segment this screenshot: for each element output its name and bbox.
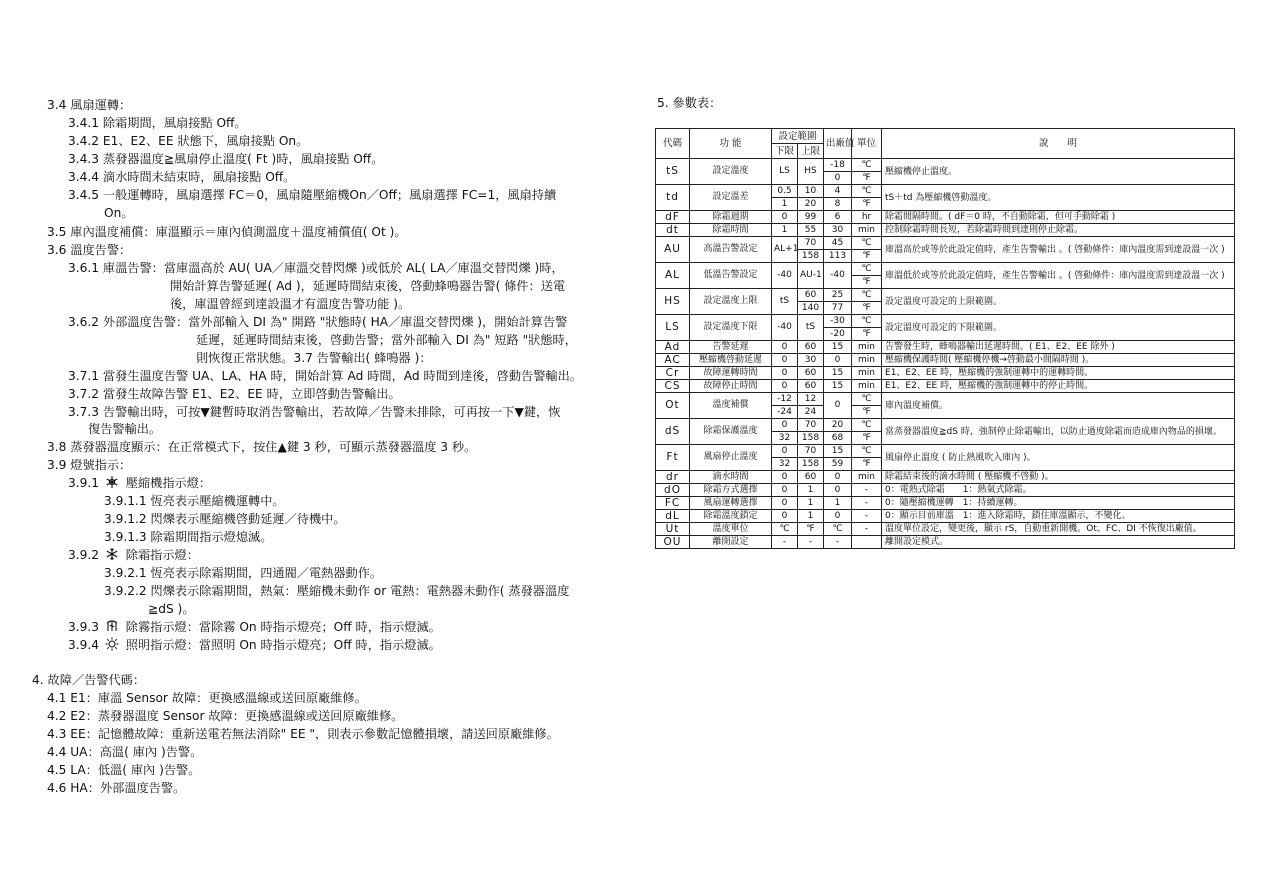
param-factory: 113 (824, 250, 852, 263)
param-unit: hr (852, 211, 882, 224)
section-3-8: 3.8 蒸發器溫度顯示：在正常模式下，按住▲鍵 3 秒，可顯示蒸發器溫度 3 秒。 (47, 440, 477, 454)
param-code: td (656, 185, 690, 211)
section-3-4-heading: 3.4 風扇運轉： (47, 98, 132, 112)
param-low: 32 (772, 432, 798, 445)
demist-indicator-text: 除霧指示燈：當除霧 On 時指示燈亮；Off 時，指示燈滅。 (125, 620, 441, 634)
param-high: 140 (798, 302, 824, 315)
param-code: dr (656, 471, 690, 484)
line-3-6-1-cont2: 後，庫溫曾經到達設溫才有溫度告警功能 )。 (170, 297, 411, 311)
param-factory: - (824, 536, 852, 549)
param-high: tS (798, 315, 824, 341)
param-factory: 77 (824, 302, 852, 315)
param-factory: 20 (824, 419, 852, 432)
param-low: 0 (772, 380, 798, 393)
param-unit: ℃ (852, 237, 882, 250)
param-code: dL (656, 510, 690, 523)
table-row (656, 484, 1235, 497)
param-code: Ad (656, 341, 690, 354)
param-unit: ℉ (852, 250, 882, 263)
param-unit: - (852, 510, 882, 523)
param-low: tS (772, 289, 798, 315)
param-factory: 8 (824, 198, 852, 211)
param-code: dO (656, 484, 690, 497)
param-desc: E1、E2、EE 時，壓縮機的強制運轉中的運轉時間。 (882, 367, 1235, 380)
line-3-9-4-number: 3.9.4 (68, 638, 100, 652)
line-3-9-1-number: 3.9.1 (68, 476, 100, 490)
table-row (656, 367, 1235, 380)
table-row (656, 224, 1235, 237)
header-range: 設定範圍 (772, 129, 824, 144)
param-factory: 0 (824, 510, 852, 523)
line-3-9-4 (68, 637, 441, 653)
param-high: 60 (798, 471, 824, 484)
param-desc: 設定溫度可設定的上限範圍。 (882, 289, 1235, 315)
param-high: 1 (798, 510, 824, 523)
param-function: 除霜時間 (690, 224, 772, 237)
param-unit: ℉ (852, 328, 882, 341)
param-function: 風扇停止溫度 (690, 445, 772, 471)
line-4-5: 4.5 LA：低溫( 庫內 )告警。 (47, 763, 201, 777)
param-high: - (798, 536, 824, 549)
line-3-6-2: 3.6.2 外部溫度告警：當外部輸入 DI 為" 開路 "狀態時( HA／庫溫交替閃爍 )，開始計算告警 (68, 315, 568, 329)
param-function: 溫度單位 (690, 523, 772, 536)
table-row (656, 393, 1235, 406)
param-function: 故障運轉時間 (690, 367, 772, 380)
param-unit: ℃ (852, 315, 882, 328)
param-desc: 設定溫度可設定的下限範圍。 (882, 315, 1235, 341)
line-3-9-1-3: 3.9.1.3 除霜期間指示燈熄滅。 (104, 530, 273, 544)
param-low: 0 (772, 211, 798, 224)
line-3-7-2: 3.7.2 當發生故障告警 E1、E2、EE 時，立即啓動告警輸出。 (68, 387, 401, 401)
param-factory: 0 (824, 172, 852, 185)
param-unit: min (852, 367, 882, 380)
param-unit: ℃ (852, 263, 882, 276)
line-3-9-1-1: 3.9.1.1 恆亮表示壓縮機運轉中。 (104, 494, 285, 508)
param-desc: 除霜結束後的滴水時間 ( 壓縮機不啓動 )。 (882, 471, 1235, 484)
line-3-6-2-cont2: 則恢復正常狀態。3.7 告警輸出( 蜂鳴器 )： (196, 351, 432, 365)
param-code: AC (656, 354, 690, 367)
param-code: HS (656, 289, 690, 315)
param-high: 55 (798, 224, 824, 237)
param-desc: 庫溫低於或等於此設定值時，產生告警輸出 。( 啓動條件：庫內溫度需到達設溫一次 ) (882, 263, 1235, 289)
param-code: LS (656, 315, 690, 341)
param-factory: 45 (824, 237, 852, 250)
param-desc: 壓縮機停止溫度。 (882, 159, 1235, 185)
param-function: 高溫告警設定 (690, 237, 772, 263)
line-3-9-1-2: 3.9.1.2 閃爍表示壓縮機啓動延遲／待機中。 (104, 512, 346, 526)
param-high: 10 (798, 185, 824, 198)
param-factory: 15 (824, 380, 852, 393)
param-low: 0 (772, 419, 798, 432)
table-row (656, 341, 1235, 354)
param-function: 溫度補償 (690, 393, 772, 419)
header-unit: 單位 (852, 129, 882, 159)
param-function: 壓縮機啓動延遲 (690, 354, 772, 367)
line-3-6-1: 3.6.1 庫溫告警：當庫溫高於 AU( UA／庫溫交替閃爍 )或低於 AL( LA／庫溫交替閃爍 )時， (68, 261, 564, 275)
section-3-6-heading: 3.6 溫度告警： (47, 243, 132, 257)
param-high: 20 (798, 198, 824, 211)
param-high: AU-1 (798, 263, 824, 289)
param-function: 除霜週期 (690, 211, 772, 224)
table-row (656, 471, 1235, 484)
param-low: 0 (772, 367, 798, 380)
param-unit: ℃ (852, 185, 882, 198)
table-row (656, 185, 1235, 198)
line-4-2: 4.2 E2：蒸發器溫度 Sensor 故障：更換感溫線或送回原廠維修。 (47, 709, 404, 723)
param-code: dt (656, 224, 690, 237)
defrost-snowflake-icon (105, 547, 119, 561)
param-function: 故障停止時間 (690, 380, 772, 393)
param-factory: 15 (824, 367, 852, 380)
line-3-7-3: 3.7.3 告警輸出時，可按▼鍵暫時取消告警輸出，若故障／告警未排除，可再按一下▼鍵，恢 (68, 405, 561, 419)
param-high: 158 (798, 432, 824, 445)
param-factory: 0 (824, 354, 852, 367)
parameter-section (655, 95, 1255, 548)
param-desc: 除霜間隔時間。( dF＝0 時，不自動除霜，但可手動除霜 ) (882, 211, 1235, 224)
param-function: 設定溫差 (690, 185, 772, 211)
param-code: Ft (656, 445, 690, 471)
param-desc: 庫內溫度補償。 (882, 393, 1235, 419)
table-row (656, 497, 1235, 510)
param-high: 70 (798, 237, 824, 250)
section-3-5: 3.5 庫內溫度補償：庫溫顯示＝庫內偵測溫度＋溫度補償值( Ot )。 (47, 225, 407, 239)
line-4-6: 4.6 HA：外部溫度告警。 (47, 781, 186, 795)
param-factory: 4 (824, 185, 852, 198)
table-row (656, 211, 1235, 224)
param-unit (852, 536, 882, 549)
param-factory: 0 (824, 484, 852, 497)
param-desc: 壓縮機保護時間( 壓縮機停機→啓動最小間隔時間 )。 (882, 354, 1235, 367)
line-3-6-1-cont1: 開始計算告警延遲( Ad )，延遲時間結束後，啓動蜂鳴器告警( 條件：送電 (170, 279, 566, 293)
param-low: 0 (772, 471, 798, 484)
param-high: HS (798, 159, 824, 185)
param-factory: -30 (824, 315, 852, 328)
line-3-7-1: 3.7.1 當發生溫度告警 UA、LA、HA 時，開始計算 Ad 時間，Ad 時間到達後，啓動告警輸出。 (68, 369, 582, 383)
param-unit: ℉ (852, 198, 882, 211)
param-unit: ℃ (852, 445, 882, 458)
param-desc: 當蒸發器溫度≧dS 時，強制停止除霜輸出，以防止過度除霜而造成庫內物品的損壞。 (882, 419, 1235, 445)
param-low: -40 (772, 315, 798, 341)
line-3-4-2: 3.4.2 E1、E2、EE 狀態下，風扇接點 On。 (68, 134, 309, 148)
line-4-1: 4.1 E1：庫溫 Sensor 故障：更換感溫線或送回原廠維修。 (47, 691, 367, 705)
section-4-heading: 4. 故障／告警代碼： (32, 673, 146, 687)
line-3-9-2-number: 3.9.2 (68, 548, 100, 562)
param-unit: ℃ (852, 159, 882, 172)
param-desc: E1、E2、EE 時，壓縮機的強制運轉中的停止時間。 (882, 380, 1235, 393)
compressor-indicator-label: 壓縮機指示燈： (125, 476, 212, 490)
param-desc: 溫度單位設定，變更後，顯示 rS，自動重新開機。Ot、FC、DI 不恢復出廠值。 (882, 523, 1235, 536)
table-row (656, 159, 1235, 172)
param-unit: min (852, 224, 882, 237)
line-3-9-3-number: 3.9.3 (68, 620, 100, 634)
param-desc: 風扇停止溫度 ( 防止熱風吹入庫內 )。 (882, 445, 1235, 471)
param-low: 0 (772, 445, 798, 458)
param-factory: 0 (824, 471, 852, 484)
table-row (656, 510, 1235, 523)
param-code: AL (656, 263, 690, 289)
param-function: 除霜溫度鎖定 (690, 510, 772, 523)
param-low: 0 (772, 484, 798, 497)
param-unit: min (852, 341, 882, 354)
param-unit: ℉ (852, 302, 882, 315)
param-unit: ℉ (852, 172, 882, 185)
param-desc: 告警發生時，蜂鳴器輸出延遲時間。( E1、E2、EE 除外 ) (882, 341, 1235, 354)
param-factory: -40 (824, 263, 852, 289)
param-unit: ℉ (852, 406, 882, 419)
param-desc: 控制除霜時間長短，若除霜時間到達則停止除霜。 (882, 224, 1235, 237)
param-factory: 1 (824, 497, 852, 510)
param-high: 60 (798, 380, 824, 393)
param-high: 30 (798, 354, 824, 367)
param-function: 風扇運轉選擇 (690, 497, 772, 510)
param-code: dS (656, 419, 690, 445)
line-3-4-5-cont: On。 (104, 206, 134, 220)
table-header-row-1 (656, 129, 1235, 144)
param-function: 除霜保護溫度 (690, 419, 772, 445)
param-high: 99 (798, 211, 824, 224)
param-unit: min (852, 354, 882, 367)
header-function: 功 能 (690, 129, 772, 159)
param-function: 滴水時間 (690, 471, 772, 484)
line-3-9-2-1: 3.9.2.1 恆亮表示除霜期間，四通閥／電熱器動作。 (104, 566, 383, 580)
line-4-3: 4.3 EE：記憶體故障：重新送電若無法消除" EE "，則表示參數記憶體損壞，請送回原廠維修。 (47, 727, 559, 741)
param-desc: 離開設定模式。 (882, 536, 1235, 549)
param-code: dF (656, 211, 690, 224)
sun-icon (105, 637, 119, 651)
defrost-indicator-label: 除霜指示燈： (125, 548, 199, 562)
header-factory: 出廠值 (824, 129, 852, 159)
param-low: 0 (772, 497, 798, 510)
line-3-4-5: 3.4.5 一般運轉時，風扇選擇 FC＝0，風扇隨壓縮機On／Off；風扇選擇 FC=1，風扇持續 (68, 188, 557, 202)
param-unit: - (852, 523, 882, 536)
parameter-table (655, 128, 1235, 549)
line-3-4-3: 3.4.3 蒸發器溫度≧風扇停止溫度( Ft )時，風扇接點 Off。 (68, 152, 384, 166)
param-high: 70 (798, 419, 824, 432)
param-factory: 15 (824, 341, 852, 354)
param-code: Cr (656, 367, 690, 380)
param-code: tS (656, 159, 690, 185)
param-code: OU (656, 536, 690, 549)
line-3-9-2-2: 3.9.2.2 閃爍表示除霜期間，熱氣：壓縮機未動作 or 電熱：電熱器未動作( 蒸發器溫度 (104, 584, 570, 598)
param-low: -12 (772, 393, 798, 406)
parameter-table-title: 5. 參數表： (657, 96, 722, 110)
table-row (656, 445, 1235, 458)
table-row (656, 237, 1235, 250)
table-row (656, 263, 1235, 276)
header-desc: 說 明 (882, 129, 1235, 159)
param-high: 60 (798, 289, 824, 302)
param-desc: 0：顯示目前庫溫 1：進入除霜時，鎖住庫溫顯示，不變化。 (882, 510, 1235, 523)
param-low: 0 (772, 341, 798, 354)
param-high: 24 (798, 406, 824, 419)
header-code: 代碼 (656, 129, 690, 159)
param-high: 60 (798, 367, 824, 380)
param-unit: ℃ (852, 393, 882, 406)
param-unit: min (852, 471, 882, 484)
param-factory: ℃ (824, 523, 852, 536)
param-function: 離開設定 (690, 536, 772, 549)
param-factory: -18 (824, 159, 852, 172)
param-high: 70 (798, 445, 824, 458)
param-high: 158 (798, 458, 824, 471)
param-factory: 0 (824, 393, 852, 419)
light-indicator-text: 照明指示燈：當照明 On 時指示燈亮；Off 時，指示燈滅。 (125, 638, 441, 652)
table-row (656, 289, 1235, 302)
param-function: 設定溫度上限 (690, 289, 772, 315)
line-3-9-1 (68, 475, 211, 491)
param-unit: min (852, 380, 882, 393)
param-function: 設定溫度下限 (690, 315, 772, 341)
param-code: FC (656, 497, 690, 510)
param-unit: ℉ (852, 276, 882, 289)
table-row (656, 523, 1235, 536)
table-row (656, 354, 1235, 367)
param-low: -24 (772, 406, 798, 419)
line-3-4-4: 3.4.4 滴水時間未結束時，風扇接點 Off。 (68, 170, 296, 184)
param-desc: 0：隨壓縮機運轉 1：持續運轉。 (882, 497, 1235, 510)
param-unit: ℉ (852, 432, 882, 445)
param-code: Ot (656, 393, 690, 419)
param-high: 12 (798, 393, 824, 406)
param-high: 1 (798, 484, 824, 497)
param-desc: 庫溫高於或等於此設定值時，產生告警輸出 。( 啓動條件：庫內溫度需到達設溫一次 ) (882, 237, 1235, 263)
param-high: 1 (798, 497, 824, 510)
param-low: - (772, 536, 798, 549)
snowflake-icon (105, 475, 119, 489)
header-low: 下限 (772, 144, 798, 159)
param-unit: - (852, 484, 882, 497)
param-code: CS (656, 380, 690, 393)
param-low: ℃ (772, 523, 798, 536)
param-unit: ℃ (852, 289, 882, 302)
param-code: Ut (656, 523, 690, 536)
param-high: 158 (798, 250, 824, 263)
param-desc: tS＋td 為壓縮機啓動溫度。 (882, 185, 1235, 211)
table-row (656, 315, 1235, 328)
param-unit: - (852, 497, 882, 510)
table-row (656, 536, 1235, 549)
param-low: -40 (772, 263, 798, 289)
param-low: 1 (772, 224, 798, 237)
param-desc: 0：電熱式除霜 1：熱氣式除霜。 (882, 484, 1235, 497)
line-3-9-2 (68, 547, 199, 563)
param-low: 0.5 (772, 185, 798, 198)
param-function: 告警延遲 (690, 341, 772, 354)
line-4-4: 4.4 UA：高溫( 庫內 )告警。 (47, 745, 203, 759)
line-3-6-2-cont1: 延遲，延遲時間結束後，啓動告警；當外部輸入 DI 為" 短路 "狀態時， (196, 333, 577, 347)
param-code: AU (656, 237, 690, 263)
param-high: ℉ (798, 523, 824, 536)
param-low: 0 (772, 510, 798, 523)
param-function: 低溫告警設定 (690, 263, 772, 289)
param-factory: 59 (824, 458, 852, 471)
param-low: AL+1 (772, 237, 798, 263)
param-unit: ℉ (852, 458, 882, 471)
param-unit: ℃ (852, 419, 882, 432)
param-low: 1 (772, 198, 798, 211)
param-factory: 6 (824, 211, 852, 224)
param-function: 除霜方式選擇 (690, 484, 772, 497)
param-function: 設定溫度 (690, 159, 772, 185)
line-3-9-3 (68, 619, 441, 635)
param-factory: -20 (824, 328, 852, 341)
table-row (656, 380, 1235, 393)
line-3-4-1: 3.4.1 除霜期間，風扇接點 Off。 (68, 116, 247, 130)
param-high: 60 (798, 341, 824, 354)
param-factory: 15 (824, 445, 852, 458)
param-factory: 30 (824, 224, 852, 237)
param-low: LS (772, 159, 798, 185)
param-low: 32 (772, 458, 798, 471)
section-3-9-heading: 3.9 燈號指示： (47, 458, 132, 472)
param-low: 0 (772, 354, 798, 367)
table-row (656, 419, 1235, 432)
param-factory: 68 (824, 432, 852, 445)
header-high: 上限 (798, 144, 824, 159)
param-factory: 25 (824, 289, 852, 302)
line-3-7-3-cont: 復告警輸出。 (88, 422, 162, 436)
demist-icon (105, 619, 119, 633)
line-3-9-2-2-cont: ≧dS )。 (148, 602, 195, 616)
